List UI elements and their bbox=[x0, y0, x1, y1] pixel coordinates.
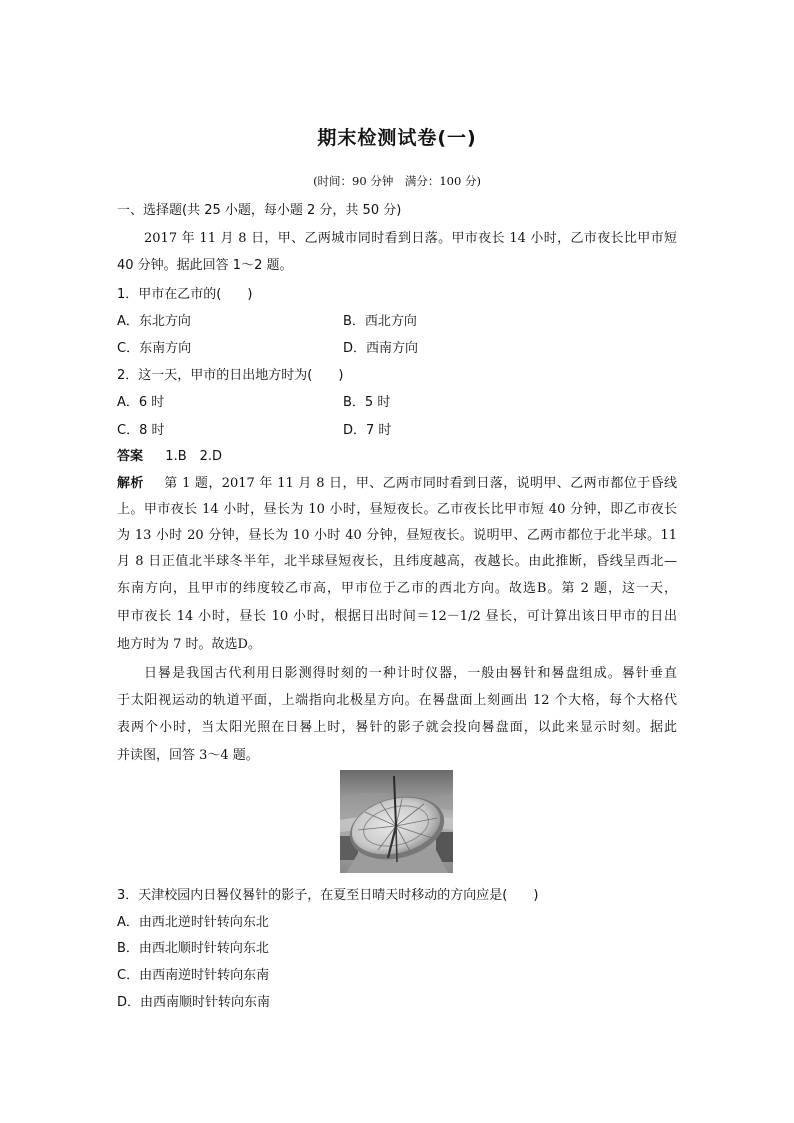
analysis-line-7: 地方时为 7 时。故选D。 bbox=[117, 637, 261, 652]
passage1-line-1: 2017 年 11 月 8 日，甲、乙两城市同时看到日落。甲市夜长 14 小时，乙市夜长比甲市短 bbox=[144, 231, 677, 246]
question-1-stem: 1．甲市在乙市的( ) bbox=[117, 287, 253, 302]
question-2-option-d: D．7 时 bbox=[343, 423, 392, 438]
question-1-option-a: A．东北方向 bbox=[117, 314, 191, 329]
answer-text: 1.B 2.D bbox=[165, 449, 223, 464]
analysis-text-1: 第 1 题，2017 年 11 月 8 日，甲、乙两市同时看到日落，说明甲、乙两市都位于昏线 bbox=[163, 476, 677, 491]
question-2-option-a: A．6 时 bbox=[117, 395, 165, 410]
question-1-option-d: D．西南方向 bbox=[343, 341, 419, 356]
sundial-photo bbox=[340, 770, 453, 873]
analysis-line-6: 甲市夜长 14 小时，昼长 10 小时，根据日出时间＝12－1/2 昼长，可计算出该日甲市的日出 bbox=[117, 609, 677, 624]
passage2-line-2: 于太阳视运动的轨道平面，上端指向北极星方向。在晷盘面上刻画出 12 个大格，每个大格代 bbox=[117, 693, 677, 708]
sundial-image bbox=[340, 770, 453, 873]
analysis-line-1 bbox=[117, 472, 677, 491]
answer-row bbox=[117, 445, 677, 464]
passage2-line-4: 并读图，回答 3～4 题。 bbox=[117, 748, 259, 763]
passage2-line-1: 日晷是我国古代利用日影测得时刻的一种计时仪器，一般由晷针和晷盘组成。晷针垂直 bbox=[144, 666, 677, 681]
section-heading: 一、选择题(共 25 小题，每小题 2 分，共 50 分) bbox=[117, 203, 402, 218]
question-3-option-a: A．由西北逆时针转向东北 bbox=[117, 915, 269, 930]
passage2-line-3: 表两个小时，当太阳光照在日晷上时，晷针的影子就会投向晷盘面，以此来显示时刻。据此 bbox=[117, 720, 677, 735]
question-2-stem: 2．这一天，甲市的日出地方时为( ) bbox=[117, 368, 344, 383]
analysis-label: 解析 bbox=[117, 476, 144, 491]
passage1-line-2: 40 分钟。据此回答 1～2 题。 bbox=[117, 258, 293, 273]
question-1-option-b: B．西北方向 bbox=[343, 314, 417, 329]
question-2-option-b: B．5 时 bbox=[343, 395, 391, 410]
question-3-option-c: C．由西南逆时针转向东南 bbox=[117, 968, 270, 983]
question-3-option-b: B．由西北顺时针转向东北 bbox=[117, 941, 269, 956]
analysis-line-3: 为 13 小时 20 分钟，昼长为 10 小时 40 分钟，昼短夜长。说明甲、乙两市都位于北半球。11 bbox=[117, 528, 677, 543]
question-1-option-c: C．东南方向 bbox=[117, 341, 192, 356]
answer-label: 答案 bbox=[117, 449, 144, 464]
question-3-stem: 3．天津校园内日晷仪晷针的影子，在夏至日晴天时移动的方向应是( ) bbox=[117, 888, 539, 903]
analysis-line-4: 月 8 日正值北半球冬半年，北半球昼短夜长，且纬度越高，夜越长。由此推断，昏线呈西北— bbox=[117, 554, 677, 569]
analysis-line-2: 上。甲市夜长 14 小时，昼长为 10 小时，昼短夜长。乙市夜长比甲市短 40 分钟，即乙市夜长 bbox=[117, 502, 677, 517]
question-3-option-d: D．由西南顺时针转向东南 bbox=[117, 995, 271, 1010]
page-title: 期末检测试卷(一) bbox=[317, 127, 477, 149]
question-2-option-c: C．8 时 bbox=[117, 423, 165, 438]
exam-time-score: (时间：90 分钟 满分：100 分) bbox=[313, 174, 481, 188]
analysis-line-5: 东南方向，且甲市的纬度较乙市高，甲市位于乙市的西北方向。故选B。第 2 题，这一天， bbox=[117, 581, 677, 596]
